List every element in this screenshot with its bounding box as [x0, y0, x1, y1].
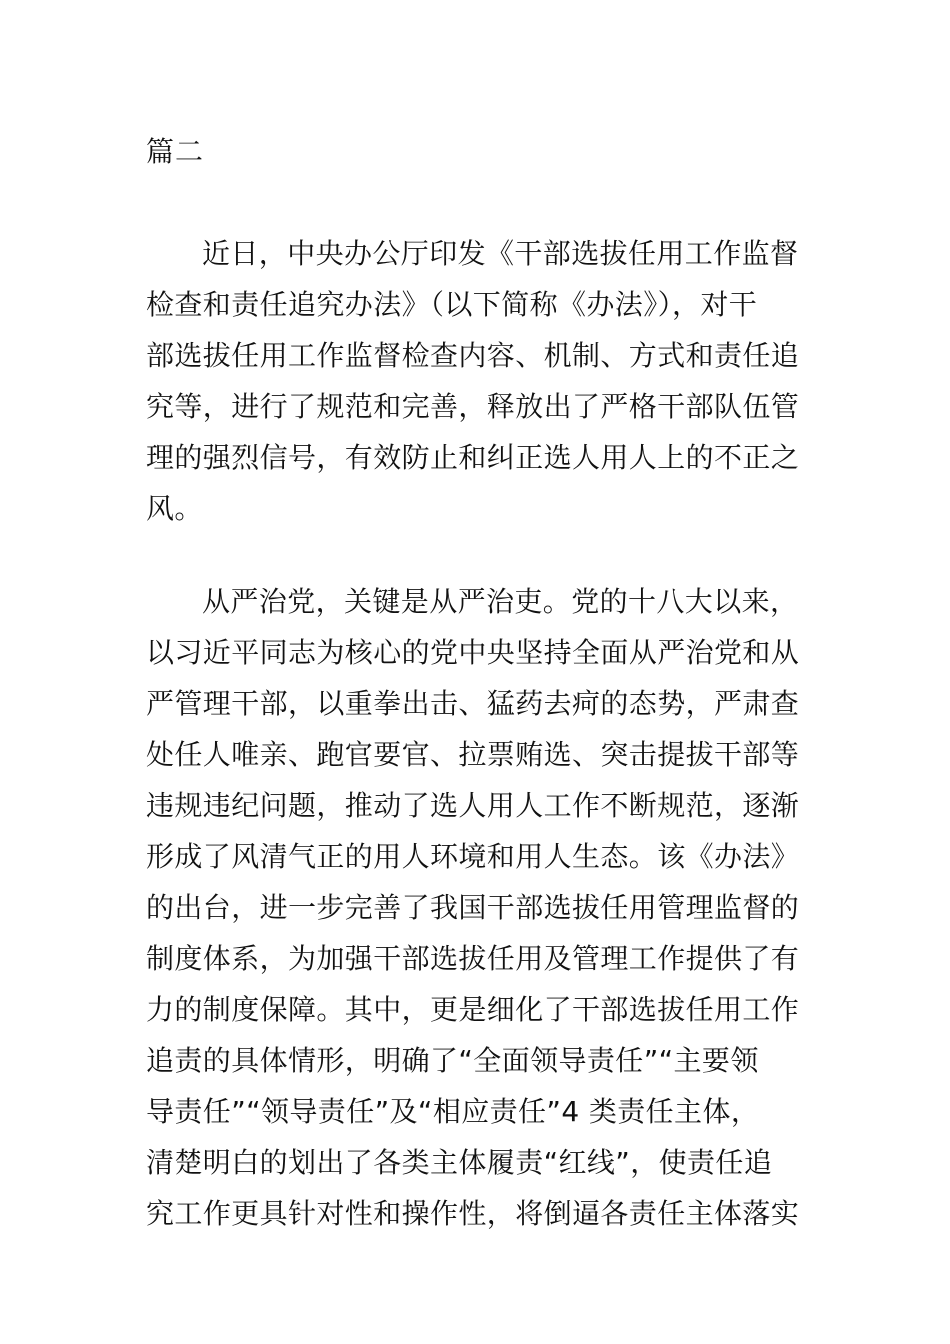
paragraph-line: 制度体系，为加强干部选拔任用及管理工作提供了有	[146, 942, 800, 975]
paragraph-line: 处任人唯亲、跑官要官、拉票贿选、突击提拔干部等	[146, 738, 800, 771]
paragraph-line: 清楚明白的划出了各类主体履责“红线”，使责任追	[146, 1146, 773, 1179]
paragraph-line: 追责的具体情形，明确了“全面领导责任”“主要领	[146, 1044, 759, 1077]
paragraph-line: 以习近平同志为核心的党中央坚持全面从严治党和从	[146, 636, 800, 669]
paragraph-line: 究等，进行了规范和完善，释放出了严格干部队伍管	[146, 390, 800, 423]
paragraph-1	[146, 228, 814, 534]
paragraph-line: 究工作更具针对性和操作性，将倒逼各责任主体落实	[146, 1197, 800, 1230]
paragraph-line: 的出台，进一步完善了我国干部选拔任用管理监督的	[146, 891, 800, 924]
paragraph-line: 风。	[146, 492, 203, 525]
paragraph-line: 严管理干部，以重拳出击、猛药去疴的态势，严肃查	[146, 687, 800, 720]
section-heading: 篇二	[146, 135, 205, 168]
paragraph-line: 从严治党，关键是从严治吏。党的十八大以来，	[202, 585, 799, 618]
paragraph-2	[146, 576, 814, 1239]
paragraph-line: 违规违纪问题，推动了选人用人工作不断规范，逐渐	[146, 789, 800, 822]
paragraph-line: 部选拔任用工作监督检查内容、机制、方式和责任追	[146, 339, 800, 372]
paragraph-line: 导责任”“领导责任”及“相应责任”4 类责任主体，	[146, 1095, 760, 1128]
paragraph-line: 形成了风清气正的用人环境和用人生态。该《办法》	[146, 840, 800, 873]
paragraph-line: 力的制度保障。其中，更是细化了干部选拔任用工作	[146, 993, 800, 1026]
paragraph-line: 理的强烈信号，有效防止和纠正选人用人上的不正之	[146, 441, 800, 474]
paragraph-line: 检查和责任追究办法》（以下简称《办法》），对干	[146, 288, 758, 321]
paragraph-line: 近日，中央办公厅印发《干部选拔任用工作监督	[202, 237, 799, 270]
